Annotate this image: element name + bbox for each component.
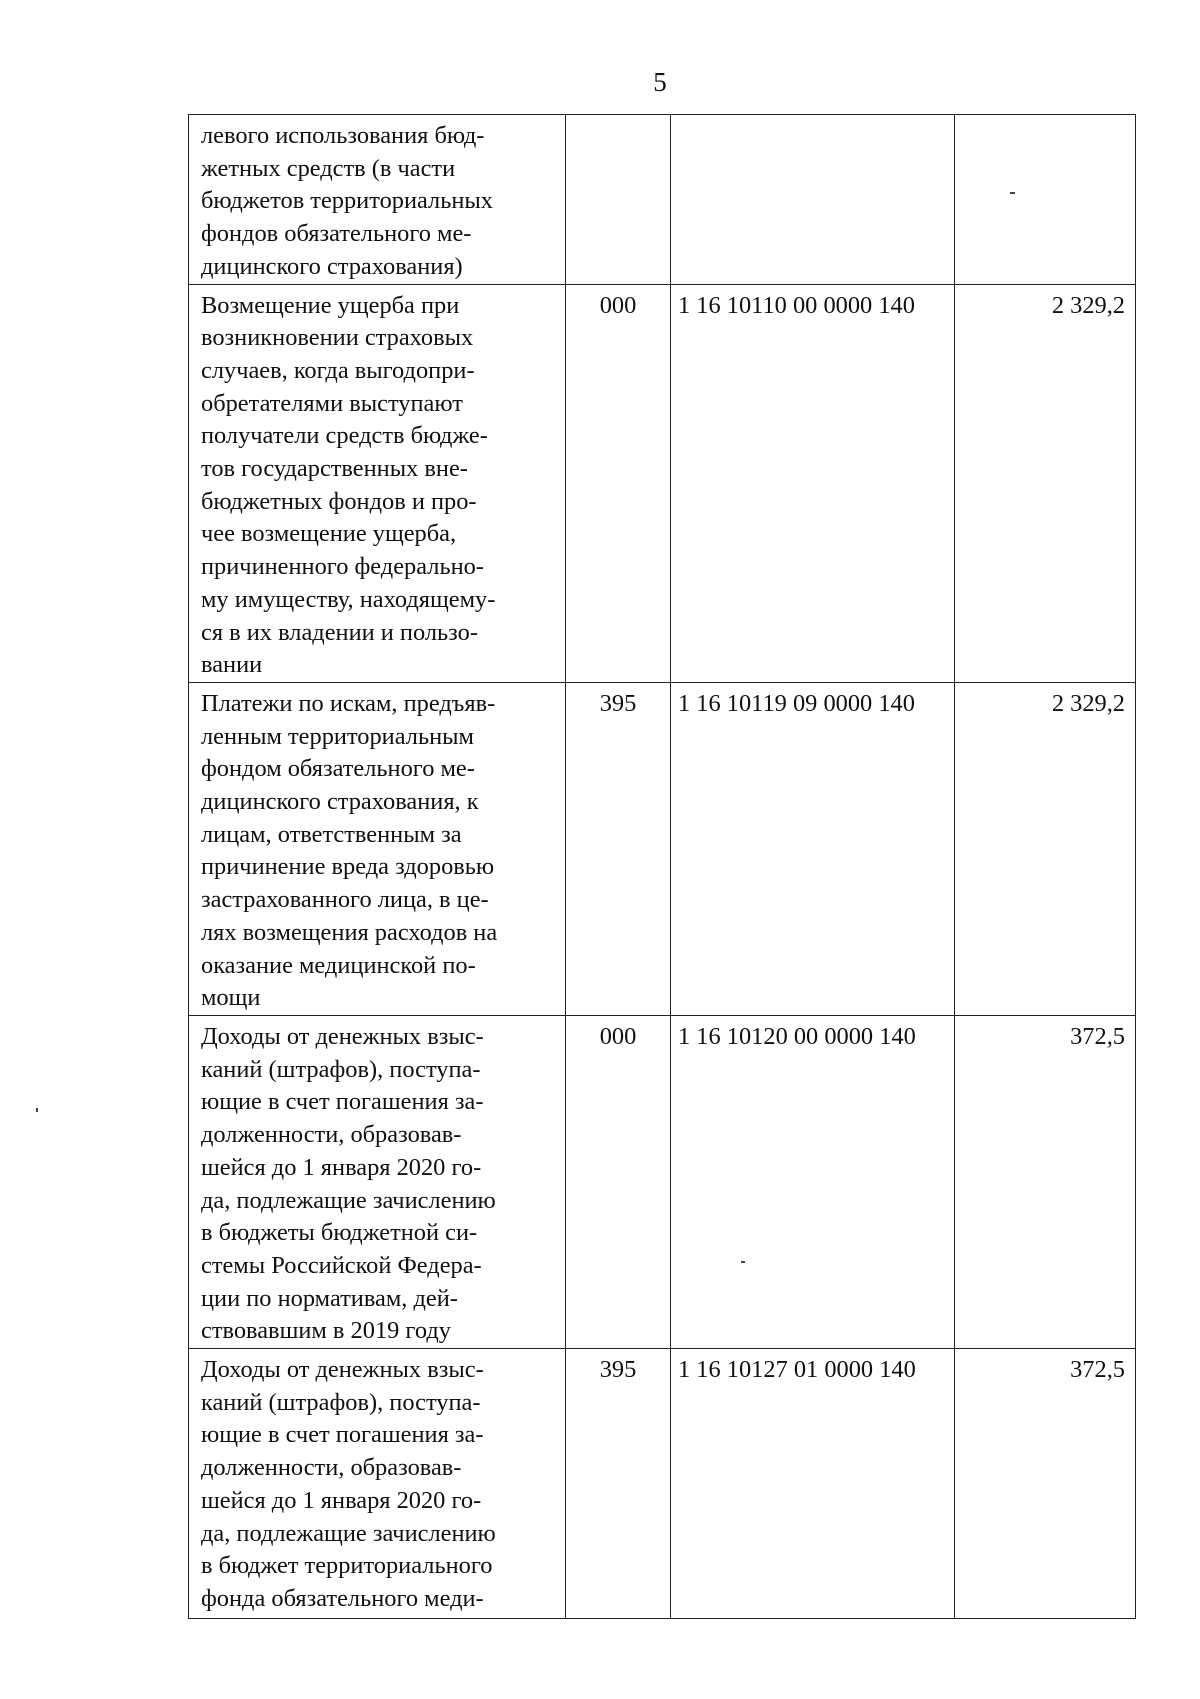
scan-speck xyxy=(741,1261,745,1263)
table-row xyxy=(189,115,1136,285)
amount-cell: 372,5 xyxy=(955,1349,1136,1619)
admin-code-cell: 000 xyxy=(566,1015,671,1348)
revenue-name-cell: Доходы от денежных взыс- каний (штрафов), поступа- ющие в счет погашения за- долженности, образовав- шейся до 1 января 2020 го- да, подлежащие зачислению в бюджеты бюджетной си- стемы Российской Федера- ции по нормативам, дей- ствовавшим в 2019 году xyxy=(189,1015,566,1348)
table-row xyxy=(189,1349,1136,1619)
revenue-code-cell: 1 16 10110 00 0000 140 xyxy=(671,284,955,682)
admin-code-cell: 395 xyxy=(566,682,671,1015)
revenue-name-cell: Платежи по искам, предъяв- ленным территориальным фондом обязательного ме- дицинского страхования, к лицам, ответственным за причинение вреда здоровью застрахованного лица, в це- лях возмещения расходов на оказание медицинской по- мощи xyxy=(189,682,566,1015)
revenue-code-cell xyxy=(671,115,955,285)
admin-code-cell xyxy=(566,115,671,285)
table-row xyxy=(189,1015,1136,1348)
amount-cell xyxy=(955,115,1136,285)
revenue-name-cell: Возмещение ущерба при возникновении страховых случаев, когда выгодопри- обретателями выступают получатели средств бюдже- тов государственных вне- бюджетных фондов и про- чее возмещение ущерба, причиненного федерально- му имуществу, находящему- ся в их владении и пользо- вании xyxy=(189,284,566,682)
amount-cell: 372,5 xyxy=(955,1015,1136,1348)
amount-cell: 2 329,2 xyxy=(955,284,1136,682)
revenue-name-cell: левого использования бюд- жетных средств (в части бюджетов территориальных фондов обязательного ме- дицинского страхования) xyxy=(189,115,566,285)
revenue-code-cell: 1 16 10127 01 0000 140 xyxy=(671,1349,955,1619)
admin-code-cell: 000 xyxy=(566,284,671,682)
revenue-code-cell: 1 16 10119 09 0000 140 xyxy=(671,682,955,1015)
scan-speck xyxy=(1010,192,1015,194)
table-row xyxy=(189,682,1136,1015)
revenue-name-cell: Доходы от денежных взыс- каний (штрафов), поступа- ющие в счет погашения за- долженности, образовав- шейся до 1 января 2020 го- да, подлежащие зачислению в бюджет территориального фонда обязательного меди- xyxy=(189,1349,566,1619)
amount-cell: 2 329,2 xyxy=(955,682,1136,1015)
scan-speck xyxy=(36,1108,38,1112)
table-row xyxy=(189,284,1136,682)
revenue-code-cell: 1 16 10120 00 0000 140 xyxy=(671,1015,955,1348)
admin-code-cell: 395 xyxy=(566,1349,671,1619)
budget-revenue-table xyxy=(188,114,1136,1619)
page-number: 5 xyxy=(653,67,667,97)
